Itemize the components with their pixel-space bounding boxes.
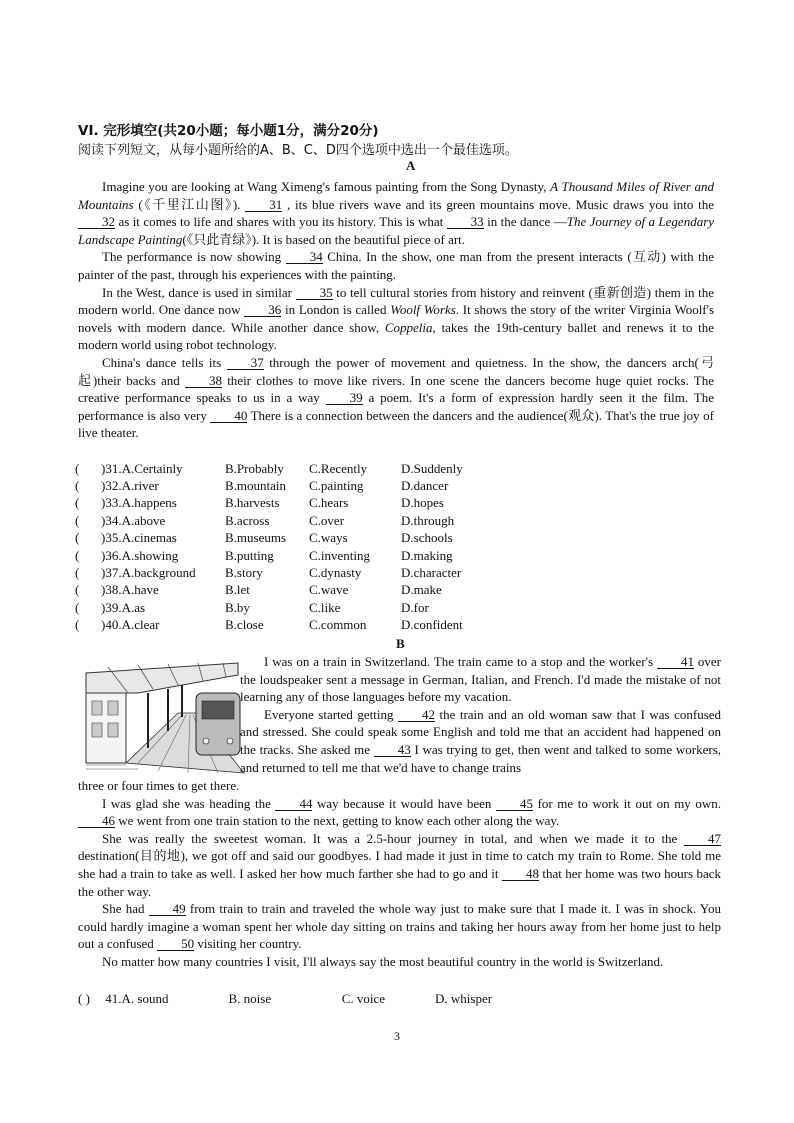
dance-title: The Journey of a Legendary Landscape Painting xyxy=(78,214,715,247)
option-c: C.wave xyxy=(309,582,349,598)
answer-paren[interactable]: ( xyxy=(75,565,80,581)
question-row xyxy=(75,599,469,616)
option-d: D.hopes xyxy=(401,495,444,511)
blank-39: 39 xyxy=(326,391,363,405)
blank-41: 41 xyxy=(657,655,694,669)
text-run: as it comes to life and shares with you its history. This is what xyxy=(118,214,444,230)
blank-38: 38 xyxy=(185,374,222,388)
passage-b-paragraph-2 xyxy=(240,706,721,776)
blank-49: 49 xyxy=(149,902,186,916)
passage-a-paragraph-3 xyxy=(78,284,714,354)
blank-46: 46 xyxy=(78,814,115,828)
question-options-a xyxy=(75,460,469,634)
text-run: Imagine you are looking at Wang Ximeng's famous painting from the Song Dynasty, xyxy=(102,179,547,194)
blank-34: 34 xyxy=(286,250,323,264)
blank-32: 32 xyxy=(78,215,115,229)
option-c: C. voice xyxy=(341,991,386,1006)
part-b-label: B xyxy=(396,636,405,651)
option-b: B.Probably xyxy=(225,460,284,476)
passage-b-paragraph-3 xyxy=(78,795,721,830)
blank-48: 48 xyxy=(502,867,539,881)
text-run: (《只此青绿》). It is based on the beautiful piece of art. xyxy=(182,231,466,247)
text-run: China's dance tells its xyxy=(102,354,222,370)
answer-paren[interactable]: ( ) xyxy=(78,991,90,1006)
option-d: D.dancer xyxy=(401,478,449,494)
option-d: D.Suddenly xyxy=(401,460,463,476)
text-run: to tell cultural stories from history and reinvent (重新创造) them in the modern world. One dance now xyxy=(78,284,715,318)
text-run: their clothes to move like rivers. In one scene the dancers become huge quiet rocks. The creative performance speaks to us in a way xyxy=(78,372,714,406)
answer-paren[interactable]: ( xyxy=(75,495,80,511)
text-run: , its blue rivers wave and its green mountains move. Music draws you into the xyxy=(286,196,714,212)
text-run: She was really the sweetest woman. It was a 2.5-hour journey in total, and when we made it to the xyxy=(102,830,678,846)
train-station-illustration xyxy=(78,653,248,778)
answer-paren[interactable]: ( xyxy=(75,547,80,563)
option-d: D.for xyxy=(401,599,429,615)
option-d: D.make xyxy=(401,582,442,598)
text-run: I was glad she was heading the xyxy=(102,795,271,811)
option-c: C.over xyxy=(309,512,345,528)
part-a-label: A xyxy=(406,158,416,173)
blank-36: 36 xyxy=(244,303,281,317)
answer-paren[interactable]: ( xyxy=(75,530,80,546)
section-title: VI. 完形填空(共20小题；每小题1分，满分20分) xyxy=(78,123,379,139)
passage-a xyxy=(78,178,714,442)
option-b: B. noise xyxy=(228,991,272,1006)
question-row xyxy=(75,495,469,512)
text-run: in the dance — xyxy=(487,214,567,230)
question-41-options xyxy=(78,991,492,1007)
question-row xyxy=(75,617,469,634)
text-run: (《千里江山图》). xyxy=(138,196,241,212)
passage-b-paragraph-5 xyxy=(78,900,721,953)
answer-paren[interactable]: ( xyxy=(75,460,80,476)
text-run: visiting her country. xyxy=(197,936,302,952)
option-c: C.painting xyxy=(309,478,364,494)
passage-b-bottom xyxy=(78,777,721,971)
option-b: B.close xyxy=(225,617,264,633)
section-instruction: 阅读下列短文，从每小题所给的A、B、C、D四个选项中选出一个最佳选项。 xyxy=(78,143,518,158)
option-c: C.dynasty xyxy=(309,565,362,581)
text-run: a poem. It's a form of expression hardly seen it the film. The performance is also very xyxy=(78,390,714,423)
text-run: the train and an old woman saw that I was confused and stressed. She could speak some English and told me that an accident had happened on the tracks. She asked me xyxy=(240,706,722,757)
passage-b-paragraph-4 xyxy=(78,830,721,900)
text-run: that her home was two hours back the other way. xyxy=(78,865,722,899)
painting-title: A Thousand Miles of River and Mountains xyxy=(78,179,715,212)
option-d: D.schools xyxy=(401,530,453,546)
option-c: C.inventing xyxy=(309,547,371,563)
text-run: The performance is now showing xyxy=(102,249,282,265)
option-a: )37.A.background xyxy=(101,565,196,581)
option-c: C.Recently xyxy=(309,460,368,476)
blank-50: 50 xyxy=(157,937,194,951)
option-b: B.mountain xyxy=(225,478,287,494)
text-run: for me to work it out on my own. xyxy=(537,795,722,811)
option-b: B.museums xyxy=(225,530,287,546)
blank-45: 45 xyxy=(496,797,533,811)
text-run: In the West, dance is used in similar xyxy=(102,284,292,300)
answer-paren[interactable]: ( xyxy=(75,599,80,615)
option-a: )33.A.happens xyxy=(101,495,177,511)
option-a: )40.A.clear xyxy=(101,617,160,633)
option-b: B.by xyxy=(225,599,250,615)
passage-b-paragraph-6: No matter how many countries I visit, I'll always say the most beautiful country in the world is Switzerland. xyxy=(102,953,664,969)
text-run: through the power of movement and quietness. In the show, the dancers arch(弓起)their backs and xyxy=(78,354,715,388)
question-row xyxy=(75,564,469,581)
option-c: C.ways xyxy=(309,530,348,546)
text-run: There is a connection between the dancers and the audience(观众). That's the true joy of live theater. xyxy=(78,407,715,441)
answer-paren[interactable]: ( xyxy=(75,512,80,528)
blank-42: 42 xyxy=(398,708,435,722)
answer-paren[interactable]: ( xyxy=(75,582,80,598)
option-a: )39.A.as xyxy=(101,599,146,615)
option-b: B.story xyxy=(225,565,263,581)
text-run: destination(目的地), we got off and said our goodbyes. I had made it just in time to catch my train to Rome. She told me she had a train to take as well. I asked her how much farther she had to go and it xyxy=(78,848,721,881)
option-a: )34.A.above xyxy=(101,512,166,528)
blank-40: 40 xyxy=(210,409,247,423)
question-row xyxy=(75,547,469,564)
question-row xyxy=(75,477,469,494)
option-a: )31.A.Certainly xyxy=(101,460,183,476)
text-run: over the loudspeaker sent a message in German, Italian, and French. I'd made the mistake of not learning any of those languages before my vacation. xyxy=(240,654,721,705)
answer-paren[interactable]: ( xyxy=(75,478,80,494)
question-row xyxy=(75,460,469,477)
passage-b-top xyxy=(240,653,721,776)
text-run: She had xyxy=(102,901,145,917)
blank-37: 37 xyxy=(227,356,264,370)
option-d: D.character xyxy=(401,565,462,581)
question-row xyxy=(75,582,469,599)
passage-b-paragraph-2-cont: three or four times to get there. xyxy=(78,778,240,793)
passage-b-paragraph-1 xyxy=(240,653,721,706)
option-a: )35.A.cinemas xyxy=(101,530,177,546)
text-run: I was trying to get, then went and talked to some workers, and returned to tell me that we'd have to change trains xyxy=(240,741,722,775)
text-run: , takes the 19th-century ballet and renews it to the modern world using robot technology. xyxy=(78,319,714,353)
blank-35: 35 xyxy=(296,286,333,300)
passage-a-paragraph-2 xyxy=(78,248,714,283)
work-title: Coppelia xyxy=(384,319,433,335)
option-c: C.like xyxy=(309,599,341,615)
option-a: )36.A.showing xyxy=(101,547,179,563)
passage-a-paragraph-1 xyxy=(78,178,714,248)
option-c: C.hears xyxy=(309,495,349,511)
text-run: China. In the show, one man from the present interacts (互动) with the painter of the past, through his experiences with the painting. xyxy=(78,249,715,282)
question-row xyxy=(75,530,469,547)
text-run: from train to train and traveled the whole way just to make sure that I made it. I was in shock. You could hardly imagine a woman spent her whole day sitting on trains and taking her hours away from her home just to help out a confused xyxy=(78,901,721,952)
work-title: Woolf Works xyxy=(390,302,456,318)
option-d: D. whisper xyxy=(435,991,493,1006)
passage-a-paragraph-4 xyxy=(78,354,714,442)
question-row xyxy=(75,512,469,529)
blank-44: 44 xyxy=(275,797,312,811)
text-run: we went from one train station to the next, getting to know each other along the way. xyxy=(118,813,560,829)
page-number: 3 xyxy=(394,1029,400,1043)
blank-43: 43 xyxy=(374,743,411,757)
text-run: way because it would have been xyxy=(317,795,492,811)
text-run: I was on a train in Switzerland. The train came to a stop and the worker's xyxy=(264,654,654,669)
option-d: D.confident xyxy=(401,617,463,633)
blank-47: 47 xyxy=(684,832,721,846)
text-run: in London is called xyxy=(285,302,387,318)
option-d: D.through xyxy=(401,512,455,528)
option-a: )32.A.river xyxy=(101,478,159,494)
option-b: B.let xyxy=(225,582,250,598)
blank-33: 33 xyxy=(447,215,484,229)
text-run: . It shows the story of the writer Virginia Woolf's novels with modern dance. While another dance show, xyxy=(78,302,715,335)
option-b: B.harvests xyxy=(225,495,280,511)
answer-paren[interactable]: ( xyxy=(75,617,80,633)
option-a: 41.A. sound xyxy=(105,991,169,1006)
text-run: Everyone started getting xyxy=(264,706,394,722)
blank-31: 31 xyxy=(245,198,282,212)
option-b: B.across xyxy=(225,512,270,528)
option-a: )38.A.have xyxy=(101,582,159,598)
option-d: D.making xyxy=(401,547,453,563)
option-b: B.putting xyxy=(225,547,274,563)
option-c: C.common xyxy=(309,617,367,633)
